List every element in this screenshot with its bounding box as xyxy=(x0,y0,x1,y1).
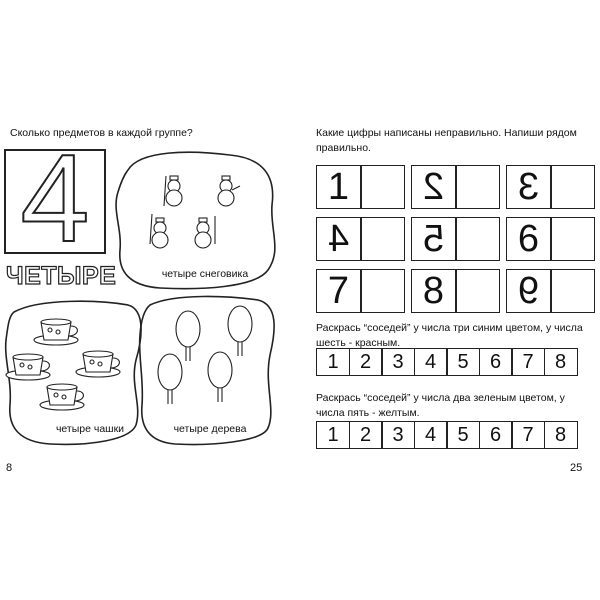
strip-cell[interactable]: 1 xyxy=(316,421,350,449)
trees-drawing xyxy=(158,306,252,404)
answer-cell[interactable] xyxy=(456,269,500,313)
strip-cell[interactable]: 3 xyxy=(381,421,415,449)
strip-cell[interactable]: 2 xyxy=(349,348,383,376)
strip-cell[interactable]: 3 xyxy=(381,348,415,376)
caption-snowmen: четыре снеговика xyxy=(161,268,249,280)
task-neighbors-2: Раскрась “соседей” у числа два зеленым цветом, у числа пять - желтым. xyxy=(316,392,565,419)
left-page-number: 8 xyxy=(6,462,13,474)
answer-cell[interactable] xyxy=(551,269,595,313)
digit-cell: 7 xyxy=(327,270,350,312)
left-question: Сколько предметов в каждой группе? xyxy=(10,127,193,139)
digit-cell: 8 xyxy=(422,270,445,312)
answer-cell[interactable] xyxy=(361,269,405,313)
answer-cell[interactable] xyxy=(551,165,595,209)
caption-cups: четыре чашки xyxy=(55,423,125,435)
caption-trees: четыре дерева xyxy=(173,423,247,435)
right-question: Какие цифры написаны неправильно. Напиши рядом правильно. xyxy=(316,127,577,154)
number-word: ЧЕТЫРЕ xyxy=(6,262,117,290)
digit-cell: 2 xyxy=(422,166,445,208)
strip-cell[interactable]: 8 xyxy=(544,348,578,376)
digit-cell: 9 xyxy=(517,270,540,312)
answer-cell[interactable] xyxy=(551,217,595,261)
digit-cell: 5 xyxy=(422,218,445,260)
number-strip-2 xyxy=(316,421,578,449)
strip-cell[interactable]: 8 xyxy=(544,421,578,449)
strip-cell[interactable]: 6 xyxy=(479,348,513,376)
answer-cell[interactable] xyxy=(361,217,405,261)
big-number-4: 4 xyxy=(20,130,90,268)
right-page-number: 25 xyxy=(570,462,583,474)
strip-cell[interactable]: 7 xyxy=(511,348,545,376)
digit-row xyxy=(316,165,589,211)
digit-row xyxy=(316,217,589,263)
number-strip-1 xyxy=(316,348,578,376)
strip-cell[interactable]: 6 xyxy=(479,421,513,449)
strip-cell[interactable]: 5 xyxy=(446,421,480,449)
answer-cell[interactable] xyxy=(361,165,405,209)
strip-cell[interactable]: 5 xyxy=(446,348,480,376)
strip-cell[interactable]: 4 xyxy=(414,348,448,376)
digit-cell: 1 xyxy=(327,166,350,208)
snowmen-drawing xyxy=(150,176,240,248)
strip-cell[interactable]: 4 xyxy=(414,421,448,449)
digit-cell: 3 xyxy=(517,166,540,208)
task-neighbors-1: Раскрась “соседей” у числа три синим цветом, у числа шесть - красным. xyxy=(316,322,583,349)
strip-cell[interactable]: 2 xyxy=(349,421,383,449)
digit-grid xyxy=(316,165,589,321)
digit-row xyxy=(316,269,589,315)
answer-cell[interactable] xyxy=(456,217,500,261)
digit-cell: 4 xyxy=(327,218,350,260)
cups-drawing xyxy=(6,319,120,410)
strip-cell[interactable]: 7 xyxy=(511,421,545,449)
strip-cell[interactable]: 1 xyxy=(316,348,350,376)
answer-cell[interactable] xyxy=(456,165,500,209)
digit-cell: 6 xyxy=(517,218,540,260)
